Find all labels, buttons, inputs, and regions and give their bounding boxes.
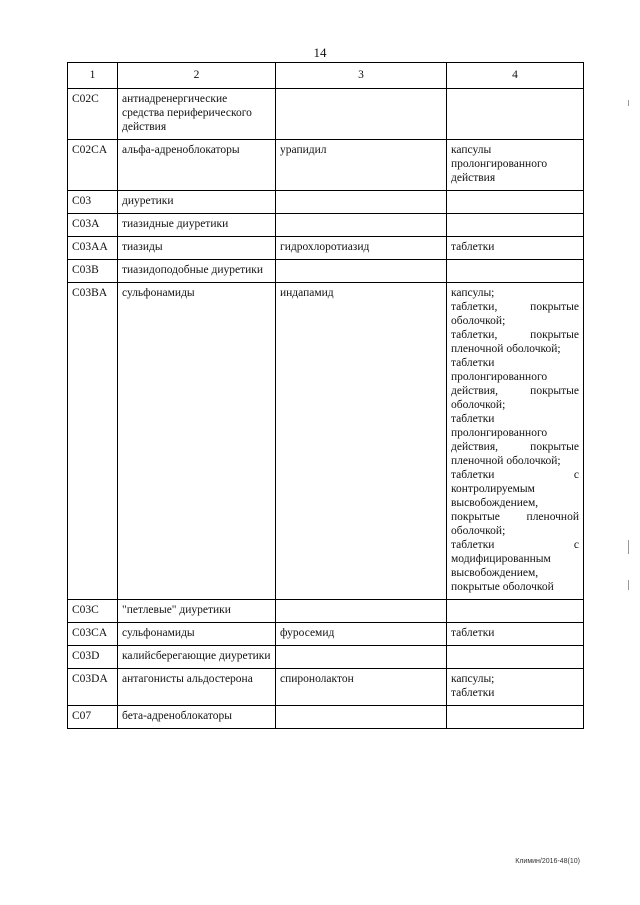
- dosage-form-item: таблетки, покрытые оболочкой;: [451, 301, 579, 327]
- drug-name-cell: [276, 191, 447, 214]
- table-row: [68, 140, 584, 191]
- dosage-forms-cell: [447, 600, 584, 623]
- atc-code-cell: C02C: [68, 89, 118, 140]
- dosage-form-item: капсулы;: [451, 287, 495, 299]
- dosage-form-item: таблетки: [451, 241, 495, 253]
- drug-name-cell: урапидил: [276, 140, 447, 191]
- drug-name-cell: [276, 260, 447, 283]
- atc-code-cell: C07: [68, 706, 118, 729]
- atc-code-cell: C03B: [68, 260, 118, 283]
- group-name-cell: антиадренергические средства периферического действия: [118, 89, 276, 140]
- drug-name-cell: [276, 214, 447, 237]
- drug-name-cell: [276, 706, 447, 729]
- table-row: [68, 283, 584, 600]
- dosage-form-item: таблетки пролонгированного действия, покрытые пленочной оболочкой;: [451, 413, 579, 467]
- dosage-form-item: таблетки с контролируемым высвобождением, покрытые пленочной оболочкой;: [451, 469, 579, 537]
- dosage-forms-cell: [447, 214, 584, 237]
- table-body: [68, 89, 584, 729]
- dosage-forms-cell: [447, 237, 584, 260]
- dosage-form-item: таблетки с модифицированным высвобождением, покрытые оболочкой: [451, 539, 579, 593]
- table-row: [68, 669, 584, 706]
- dosage-forms-cell: [447, 646, 584, 669]
- table-header-row: [68, 63, 584, 89]
- dosage-form-item: капсулы;: [451, 673, 495, 685]
- group-name-cell: тиазидоподобные диуретики: [118, 260, 276, 283]
- table-row: [68, 191, 584, 214]
- atc-code-cell: C03A: [68, 214, 118, 237]
- dosage-form-item: капсулы пролонгированного действия: [451, 144, 548, 184]
- dosage-forms-cell: [447, 706, 584, 729]
- drug-name-cell: фуросемид: [276, 623, 447, 646]
- drug-name-cell: [276, 646, 447, 669]
- scan-edge-mark: [628, 540, 629, 554]
- dosage-form-item: таблетки, покрытые пленочной оболочкой;: [451, 329, 579, 355]
- group-name-cell: антагонисты альдостерона: [118, 669, 276, 706]
- scan-edge-mark: [628, 580, 629, 590]
- scan-edge-mark: [628, 100, 629, 106]
- dosage-forms-cell: [447, 140, 584, 191]
- atc-code-cell: C03CA: [68, 623, 118, 646]
- dosage-form-item: таблетки: [451, 627, 495, 639]
- dosage-forms-cell: [447, 260, 584, 283]
- group-name-cell: альфа-адреноблокаторы: [118, 140, 276, 191]
- atc-code-cell: C03C: [68, 600, 118, 623]
- table-row: [68, 237, 584, 260]
- dosage-forms-cell: [447, 283, 584, 600]
- drug-name-cell: индапамид: [276, 283, 447, 600]
- dosage-forms-cell: [447, 89, 584, 140]
- group-name-cell: сульфонамиды: [118, 283, 276, 600]
- header-col-1: 1: [68, 63, 118, 89]
- atc-code-cell: C03DA: [68, 669, 118, 706]
- drug-list-table: [67, 62, 584, 729]
- dosage-form-item: таблетки пролонгированного действия, покрытые оболочкой;: [451, 357, 579, 411]
- atc-code-cell: C03: [68, 191, 118, 214]
- drug-name-cell: [276, 89, 447, 140]
- dosage-forms-cell: [447, 623, 584, 646]
- drug-name-cell: [276, 600, 447, 623]
- group-name-cell: сульфонамиды: [118, 623, 276, 646]
- header-col-2: 2: [118, 63, 276, 89]
- atc-code-cell: C03AA: [68, 237, 118, 260]
- drug-name-cell: спиронолактон: [276, 669, 447, 706]
- group-name-cell: бета-адреноблокаторы: [118, 706, 276, 729]
- group-name-cell: диуретики: [118, 191, 276, 214]
- document-reference: Климин/2016-48(10): [515, 858, 580, 865]
- group-name-cell: "петлевые" диуретики: [118, 600, 276, 623]
- dosage-forms-cell: [447, 669, 584, 706]
- atc-code-cell: C03BA: [68, 283, 118, 600]
- table-row: [68, 89, 584, 140]
- table-row: [68, 600, 584, 623]
- table-row: [68, 214, 584, 237]
- dosage-forms-cell: [447, 191, 584, 214]
- drug-name-cell: гидрохлоротиазид: [276, 237, 447, 260]
- page-number: 14: [313, 45, 327, 60]
- table-row: [68, 706, 584, 729]
- atc-code-cell: C02CA: [68, 140, 118, 191]
- group-name-cell: тиазидные диуретики: [118, 214, 276, 237]
- table-row: [68, 646, 584, 669]
- header-col-4: 4: [447, 63, 584, 89]
- atc-code-cell: C03D: [68, 646, 118, 669]
- table-row: [68, 260, 584, 283]
- group-name-cell: тиазиды: [118, 237, 276, 260]
- table-row: [68, 623, 584, 646]
- group-name-cell: калийсберегающие диуретики: [118, 646, 276, 669]
- header-col-3: 3: [276, 63, 447, 89]
- dosage-form-item: таблетки: [451, 687, 495, 699]
